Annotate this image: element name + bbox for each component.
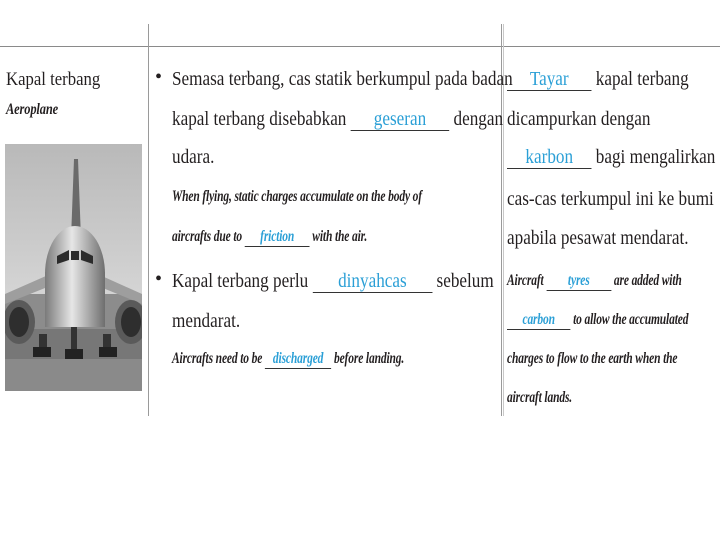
title-ms: Kapal terbang [6, 69, 101, 90]
r-ms-line3: karbon bagi mengalirkan [507, 148, 715, 169]
title-en: Aeroplane [6, 101, 58, 118]
answer-discharged: discharged [265, 350, 331, 369]
r-en-line1: Aircraft tyres are added with [507, 272, 682, 289]
answer-friction: friction [245, 228, 310, 247]
r-en-line4: aircraft lands. [507, 389, 573, 406]
p1-ms-line2: kapal terbang disebabkan geseran dengan [172, 109, 504, 130]
table-top-rule [0, 46, 720, 47]
p1-en-line2: aircrafts due to friction with the air. [172, 228, 368, 245]
p1-en-line1: When flying, static charges accumulate on the body of [172, 188, 422, 205]
p1-ms-line3: udara. [172, 147, 215, 168]
column-divider-1 [148, 24, 149, 416]
answer-carbon: carbon [507, 311, 570, 330]
r-ms-line1: Tayar kapal terbang [507, 70, 689, 91]
p1-ms-line1: Semasa terbang, cas statik berkumpul pada badan [172, 69, 513, 90]
r-en-line2: carbon to allow the accumulated [507, 311, 688, 330]
answer-tyres: tyres [546, 272, 611, 291]
r-en-line3: charges to flow to the earth when the [507, 350, 678, 367]
p2-ms-line1: Kapal terbang perlu dinyahcas sebelum [172, 271, 494, 292]
aeroplane-photo [5, 144, 142, 391]
answer-karbon: karbon [507, 148, 591, 169]
r-ms-line4: cas-cas terkumpul ini ke bumi [507, 189, 714, 210]
bullet-2: • [155, 268, 163, 290]
answer-geseran: geseran [351, 110, 450, 131]
bullet-1: • [155, 66, 163, 88]
answer-tayar: Tayar [507, 70, 591, 91]
r-ms-line2: dicampurkan dengan [507, 109, 651, 130]
p2-ms-line2: mendarat. [172, 311, 241, 332]
answer-dinyahcas: dinyahcas [313, 272, 433, 293]
p2-en-line: Aircrafts need to be discharged before landing. [172, 350, 405, 367]
r-ms-line5: apabila pesawat mendarat. [507, 228, 689, 249]
